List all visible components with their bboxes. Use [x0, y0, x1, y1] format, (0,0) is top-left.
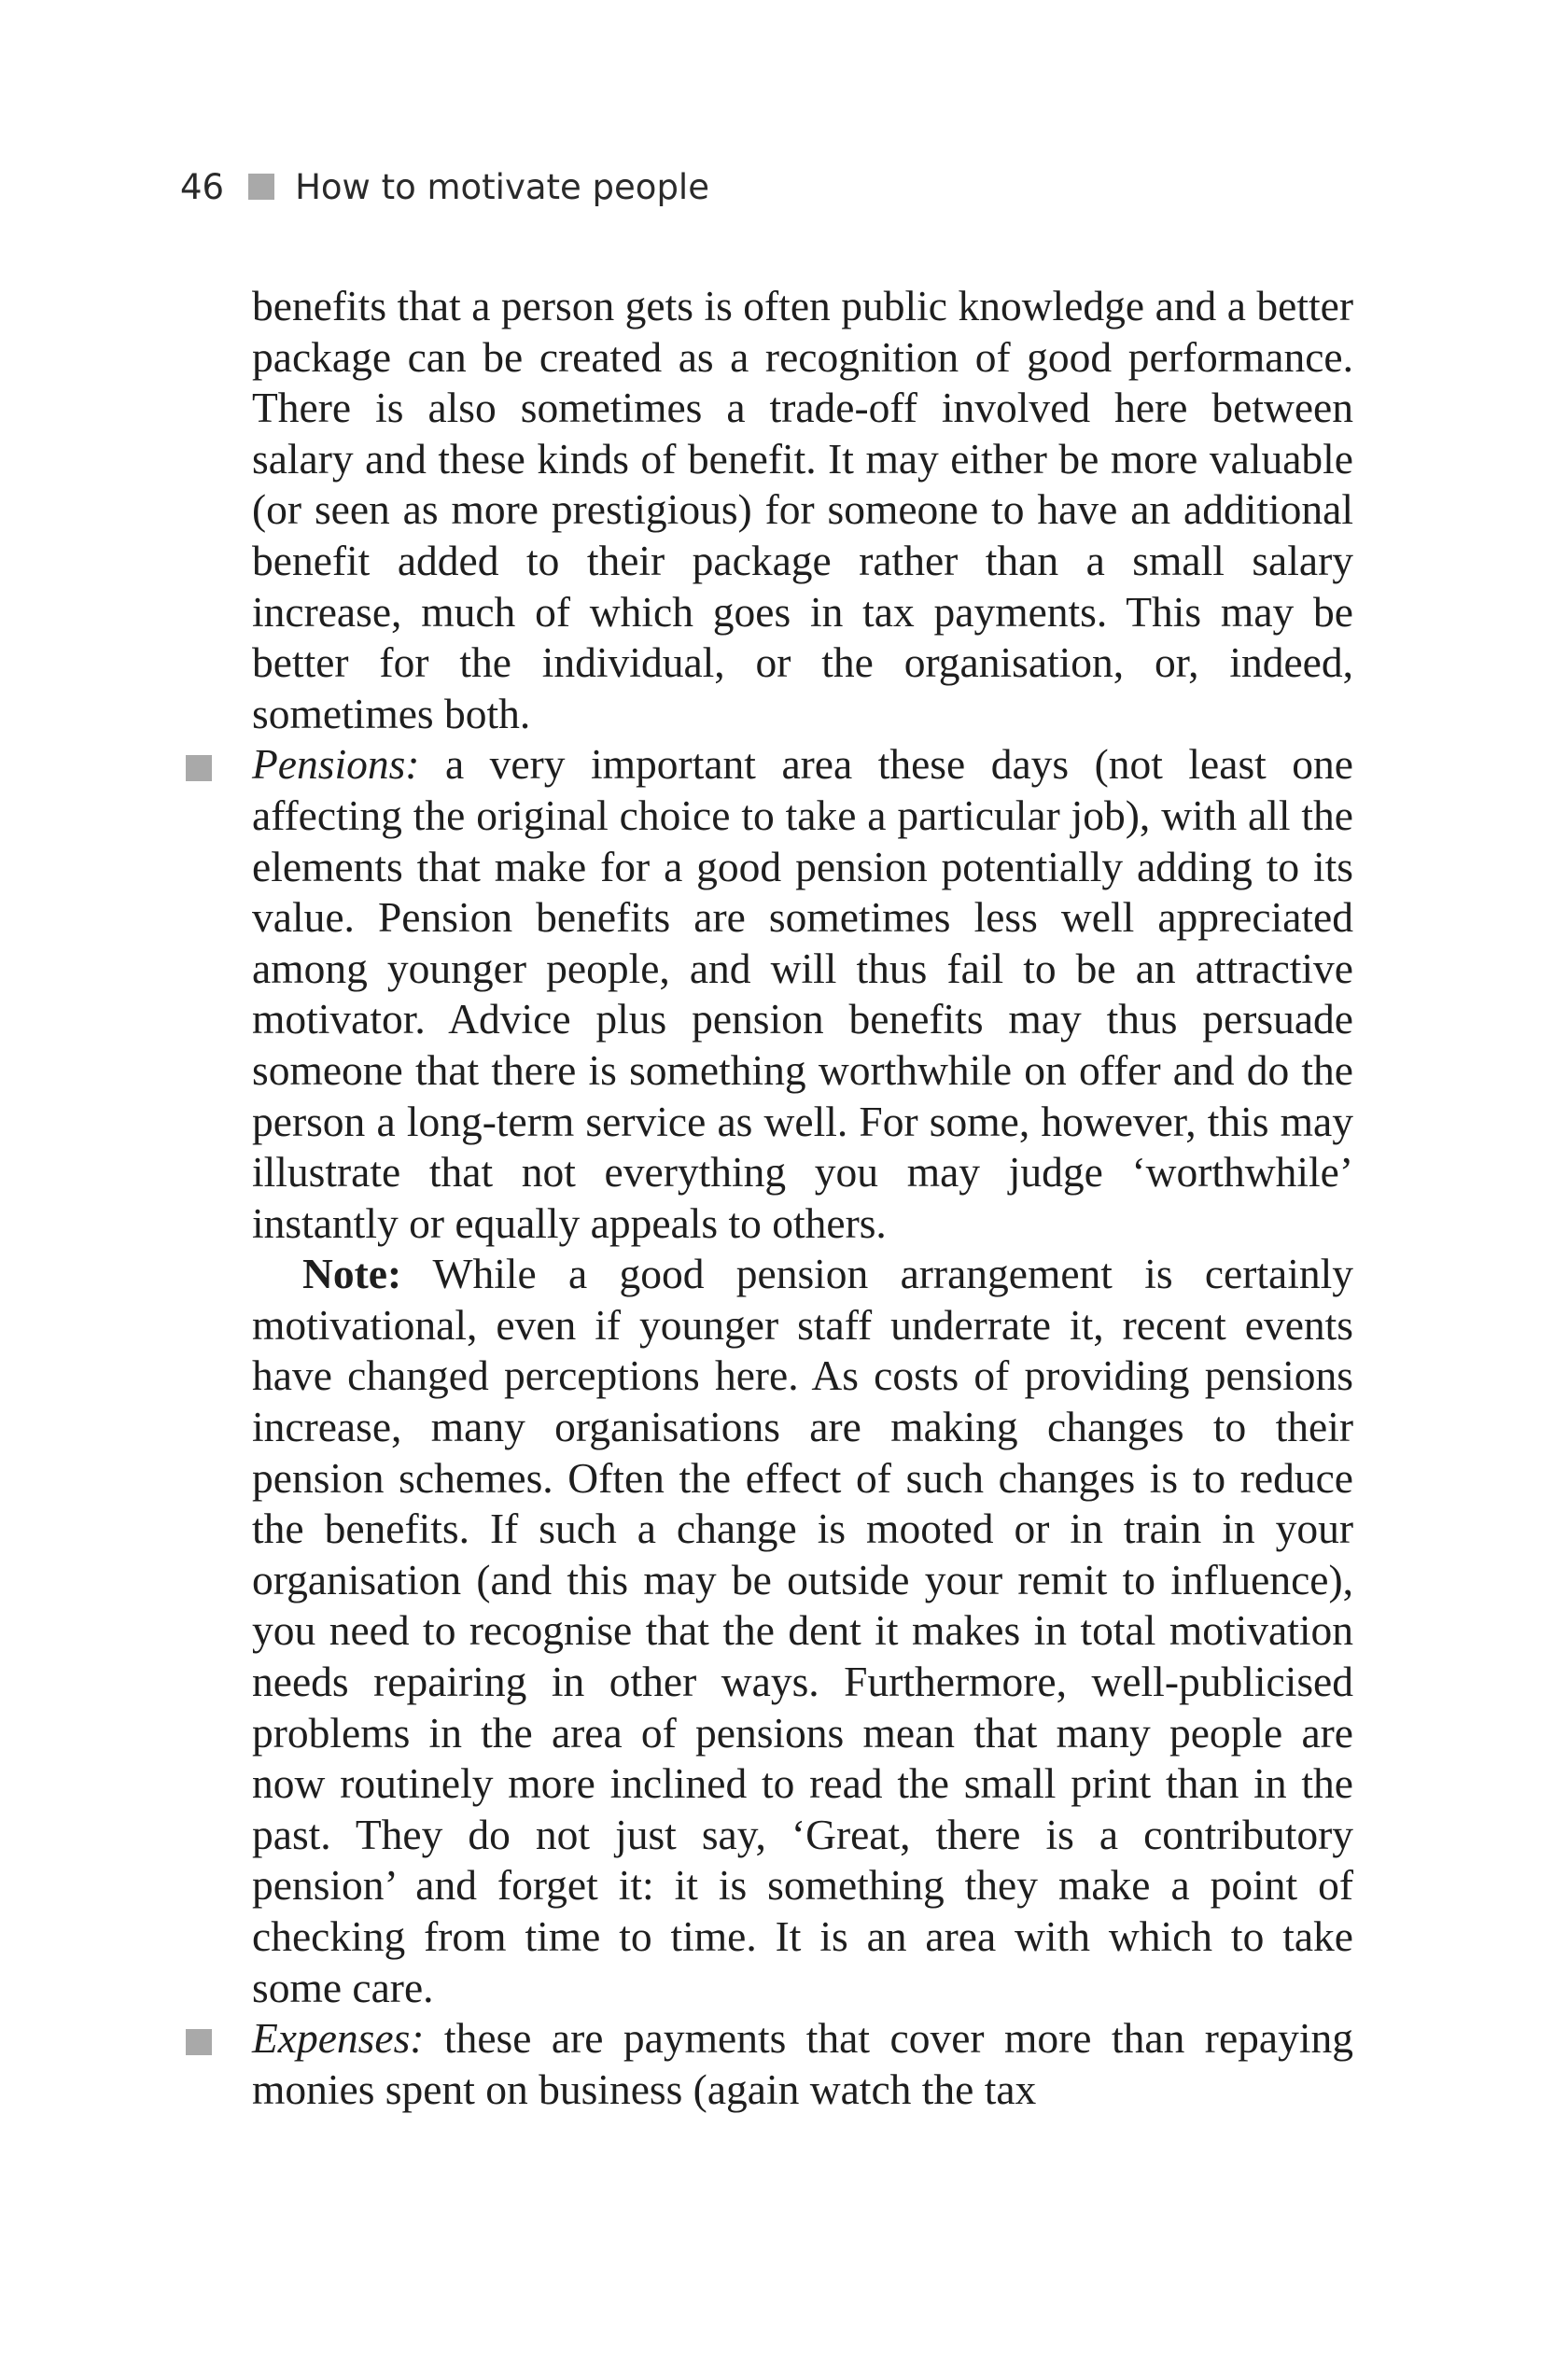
note-label: Note: — [302, 1250, 402, 1298]
bullet-square-icon — [186, 755, 212, 781]
benefits-continuation-paragraph: benefits that a person gets is often public knowledge and a better package can be created as a recognition of good performance. There is also sometimes a trade-off involved here between salary and these kinds of benefit. It may either be more valuable (or seen as more prestigious) for someone to have an additional benefit added to their package rather than a small salary increase, much of which goes in tax payments. This may be better for the individual, or the organisation, or, indeed, sometimes both. — [252, 282, 1353, 737]
expenses-bullet — [252, 2013, 1353, 2115]
body-text — [252, 281, 1353, 2115]
note-paragraph — [252, 1249, 1353, 2013]
pensions-term: Pensions: — [252, 740, 420, 789]
running-head — [180, 161, 709, 213]
expenses-term: Expenses: — [252, 2014, 425, 2063]
note-text: While a good pension arrangement is certainly motivational, even if younger staff underrate it, recent events have changed perceptions here. As costs of providing pensions increase, many organisations are making changes to their pension schemes. Often the effect of such changes is to reduce the benefits. If such a change is mooted or in train in your organisation (and this may be outside your remit to influence), you need to recognise that the dent it makes in total motivation needs repairing in other ways. Furthermore, well-publicised problems in the area of pensions mean that many people are now routinely more inclined to read the small print than in the past. They do not just say, ‘Great, there is a contributory pension’ and forget it: it is something they make a point of checking from time to time. It is an area with which to take some care. — [252, 1250, 1353, 2011]
running-title: How to motivate people — [295, 166, 709, 207]
pensions-bullet — [252, 739, 1353, 1249]
bullet-square-icon — [186, 2029, 212, 2055]
header-square-icon — [248, 174, 274, 200]
expenses-text: these are payments that cover more than repaying monies spent on business (again watch the tax — [252, 2014, 1353, 2113]
pensions-text: a very important area these days (not least one affecting the original choice to take a particular job), with all the elements that make for a good pension potentially adding to its value. Pension benefits are sometimes less well appreciated among younger people, and will thus fail to be an attractive motivator. Advice plus pension benefits may thus persuade someone that there is something worthwhile on offer and do the person a long-term service as well. For some, however, this may illustrate that not everything you may judge ‘worthwhile’ instantly or equally appeals to others. — [252, 740, 1353, 1247]
page-number: 46 — [180, 166, 225, 207]
